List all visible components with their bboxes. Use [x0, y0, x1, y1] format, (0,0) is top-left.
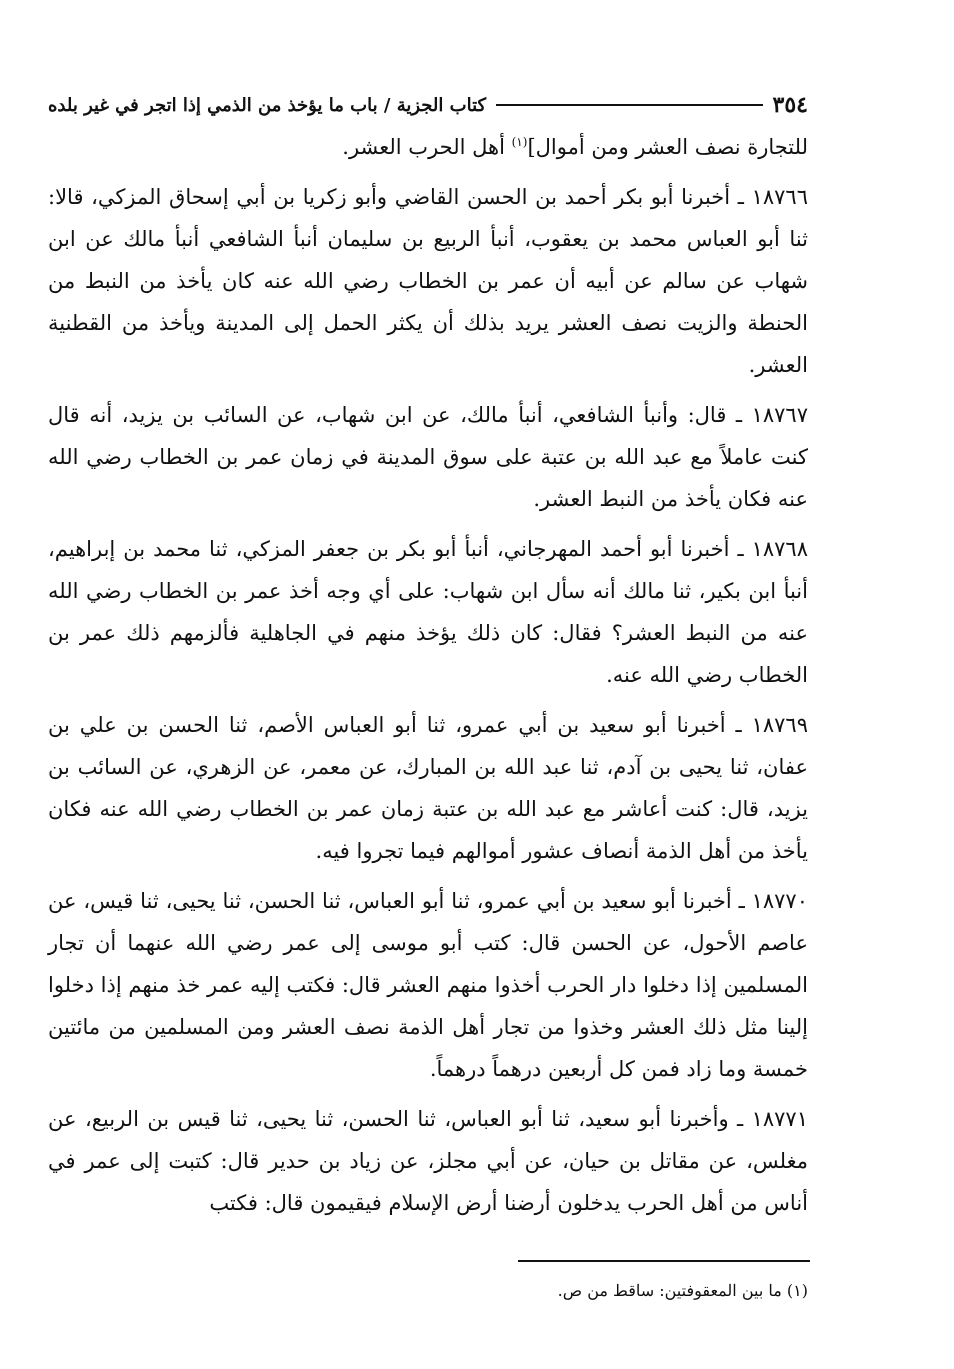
- paragraph-text: للتجارة نصف العشر ومن أموال]: [527, 135, 808, 159]
- hadith-paragraph: [48, 1098, 808, 1224]
- hadith-number: ١٨٧٦٨: [751, 537, 808, 561]
- paragraph-text: أهل الحرب العشر.: [342, 135, 512, 159]
- page-header: [48, 88, 808, 122]
- hadith-text: ـ أخبرنا أبو سعيد بن أبي عمرو، ثنا أبو العباس، ثنا الحسن، ثنا يحيى، ثنا قيس، عن عاصم الأحول، عن الحسن قال: كتب أبو موسى إلى عمر رضي الله عنهما أن تجار المسلمين إذا دخلوا دار الحرب أخذوا منهم العشر قال: فكتب إليه عمر خذ منهم إذا دخلوا إلينا مثل ذلك العشر وخذوا من تجار أهل الذمة نصف العشر ومن المسلمين من مائتين خمسة وما زاد فمن كل أربعين درهماً درهماً.: [48, 889, 808, 1081]
- hadith-paragraph: [48, 880, 808, 1090]
- footnote-separator: [518, 1260, 810, 1262]
- header-rule: [496, 104, 762, 106]
- footnote: (١) ما بين المعقوفتين: ساقط من ص.: [557, 1281, 808, 1300]
- hadith-number: ١٨٧٦٦: [751, 185, 808, 209]
- hadith-paragraph: [48, 704, 808, 872]
- hadith-number: ١٨٧٦٩: [751, 713, 808, 737]
- running-title: كتاب الجزية / باب ما يؤخذ من الذمي إذا اتجر في غير بلده: [48, 94, 487, 116]
- hadith-text: ـ قال: وأنبأ الشافعي، أنبأ مالك، عن ابن شهاب، عن السائب بن يزيد، أنه قال كنت عاملاً مع عبد الله بن عتبة على سوق المدينة في زمان عمر بن الخطاب رضي الله عنه فكان يأخذ من النبط العشر.: [48, 403, 808, 511]
- page-number: ٣٥٤: [772, 92, 808, 118]
- hadith-paragraph: [48, 394, 808, 520]
- hadith-number: ١٨٧٧١: [751, 1107, 808, 1131]
- hadith-paragraph: [48, 528, 808, 696]
- page: [48, 88, 808, 1328]
- hadith-paragraph: [48, 176, 808, 386]
- paragraph-intro: [48, 126, 808, 168]
- body-text: [48, 126, 808, 1224]
- hadith-text: ـ أخبرنا أبو سعيد بن أبي عمرو، ثنا أبو العباس الأصم، ثنا الحسن بن علي بن عفان، ثنا يحيى بن آدم، ثنا عبد الله بن المبارك، عن معمر، عن الزهري، عن السائب بن يزيد، قال: كنت أعاشر مع عبد الله بن عتبة زمان عمر بن الخطاب رضي الله عنه فكان يأخذ من أهل الذمة أنصاف عشور أموالهم فيما تجروا فيه.: [48, 713, 808, 863]
- hadith-text: ـ أخبرنا أبو أحمد المهرجاني، أنبأ أبو بكر بن جعفر المزكي، ثنا محمد بن إبراهيم، أنبأ ابن بكير، ثنا مالك أنه سأل ابن شهاب: على أي وجه أخذ عمر بن الخطاب رضي الله عنه من النبط العشر؟ فقال: كان ذلك يؤخذ منهم في الجاهلية فألزمهم ذلك عمر بن الخطاب رضي الله عنه.: [48, 537, 808, 687]
- hadith-text: ـ وأخبرنا أبو سعيد، ثنا أبو العباس، ثنا الحسن، ثنا يحيى، ثنا قيس بن الربيع، عن مغلس، عن مقاتل بن حيان، عن أبي مجلز، عن زياد بن حدير قال: كتبت إلى عمر في أناس من أهل الحرب يدخلون أرضنا أرض الإسلام فيقيمون قال: فكتب: [48, 1107, 808, 1215]
- hadith-number: ١٨٧٦٧: [751, 403, 808, 427]
- footnote-reference[interactable]: (١): [511, 135, 528, 149]
- hadith-text: ـ أخبرنا أبو بكر أحمد بن الحسن القاضي وأبو زكريا بن أبي إسحاق المزكي، قالا: ثنا أبو العباس محمد بن يعقوب، أنبأ الربيع بن سليمان أنبأ الشافعي أنبأ مالك عن ابن شهاب عن سالم عن أبيه أن عمر بن الخطاب رضي الله عنه كان يأخذ من النبط من الحنطة والزيت نصف العشر يريد بذلك أن يكثر الحمل إلى المدينة ويأخذ من القطنية العشر.: [48, 185, 808, 377]
- hadith-number: ١٨٧٧٠: [751, 889, 808, 913]
